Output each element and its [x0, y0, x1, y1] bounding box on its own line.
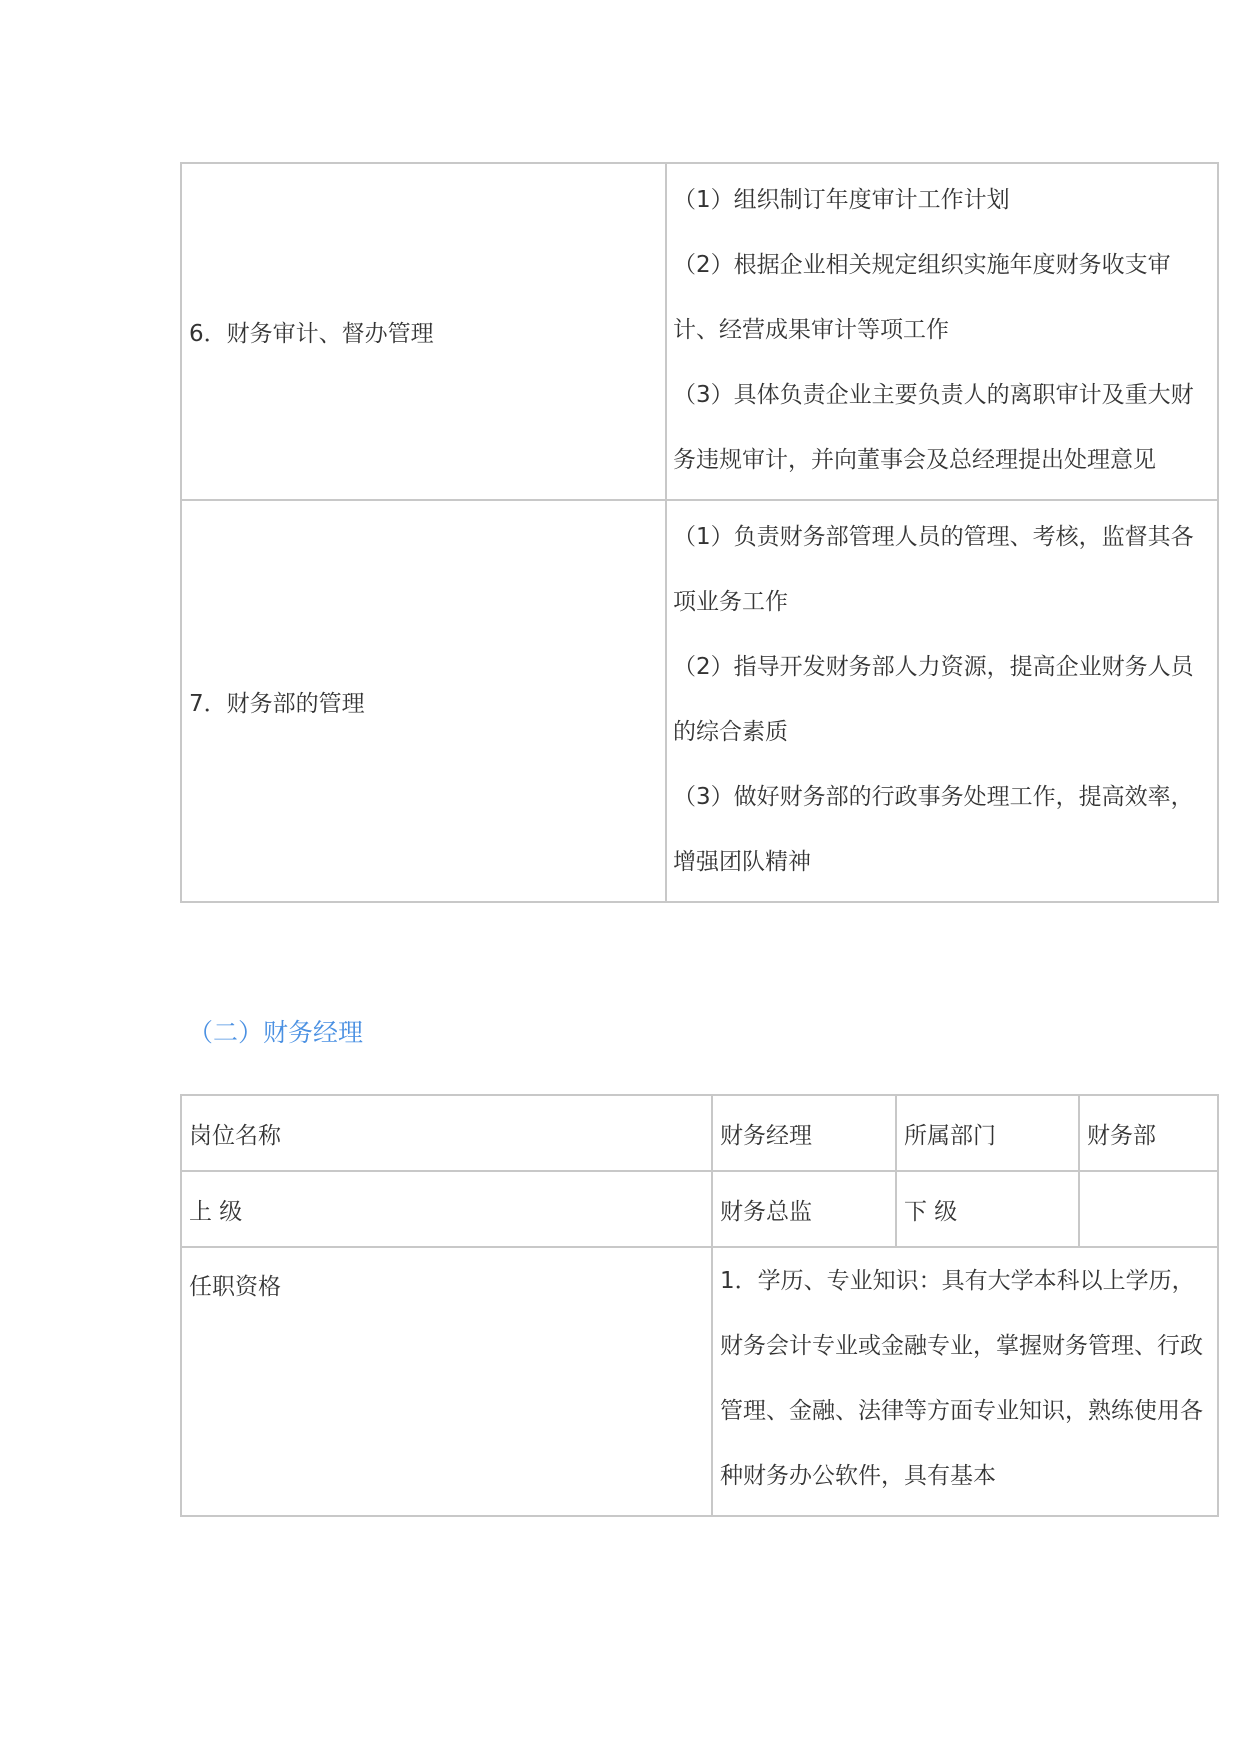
duty-title: 7．财务部的管理	[181, 500, 666, 902]
duty-items	[666, 163, 1218, 500]
table-row	[181, 1095, 1218, 1171]
qualification-label: 任职资格	[181, 1247, 712, 1516]
duty-item: （3）具体负责企业主要负责人的离职审计及重大财务违规审计，并向董事会及总经理提出处理意见	[673, 382, 1194, 473]
subordinate-label: 下 级	[896, 1171, 1079, 1247]
table-row	[181, 163, 1218, 500]
duty-item: （1）组织制订年度审计工作计划	[673, 187, 1010, 213]
duty-item: （1）负责财务部管理人员的管理、考核，监督其各项业务工作	[673, 524, 1194, 615]
duties-table	[180, 162, 1219, 903]
position-name-label: 岗位名称	[181, 1095, 712, 1171]
department-label: 所属部门	[896, 1095, 1079, 1171]
duty-items	[666, 500, 1218, 902]
superior-value: 财务总监	[712, 1171, 896, 1247]
duty-item: （2）指导开发财务部人力资源，提高企业财务人员的综合素质	[673, 654, 1194, 745]
qualification-text: 1．学历、专业知识：具有大学本科以上学历，财务会计专业或金融专业，掌握财务管理、行政管理、金融、法律等方面专业知识，熟练使用各种财务办公软件，具有基本	[712, 1247, 1218, 1516]
superior-label: 上 级	[181, 1171, 712, 1247]
table-row	[181, 500, 1218, 902]
subordinate-value	[1079, 1171, 1218, 1247]
table-row	[181, 1247, 1218, 1516]
position-table	[180, 1094, 1219, 1517]
section-heading: （二）财务经理	[188, 1018, 364, 1047]
table-row	[181, 1171, 1218, 1247]
position-name-value: 财务经理	[712, 1095, 896, 1171]
department-value: 财务部	[1079, 1095, 1218, 1171]
duty-item: （3）做好财务部的行政事务处理工作，提高效率，增强团队精神	[673, 784, 1194, 875]
duty-item: （2）根据企业相关规定组织实施年度财务收支审计、经营成果审计等项工作	[673, 252, 1171, 343]
duty-title: 6．财务审计、督办管理	[181, 163, 666, 500]
